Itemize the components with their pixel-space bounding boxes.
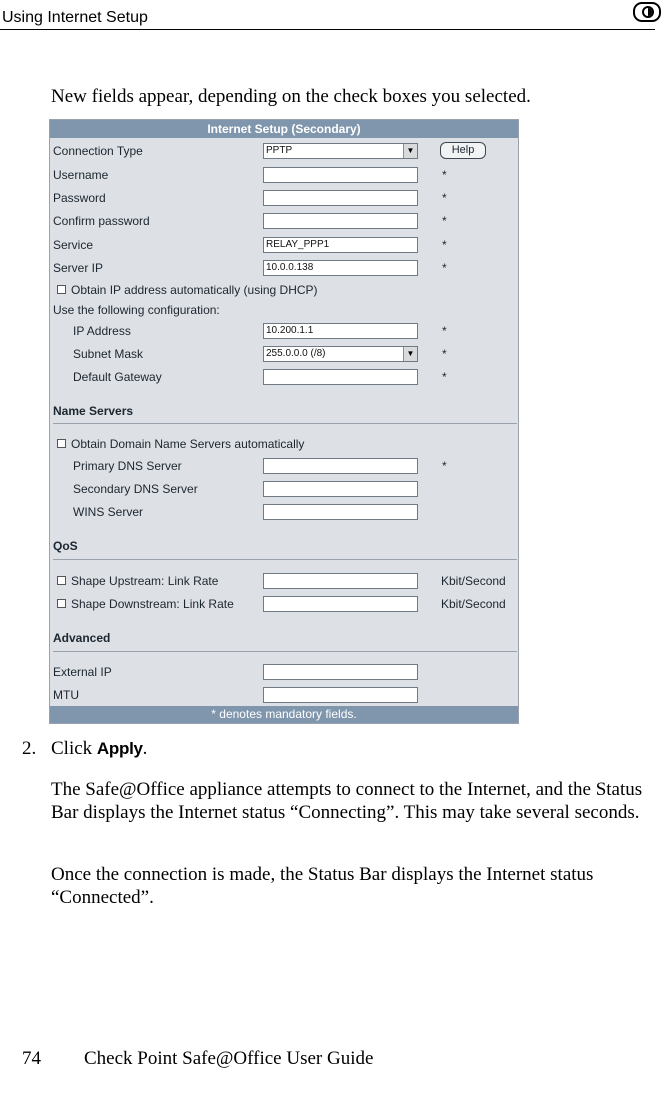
row-server-ip bbox=[50, 259, 518, 277]
section-divider bbox=[53, 651, 517, 652]
wins-label: WINS Server bbox=[73, 505, 144, 519]
help-button[interactable]: Help bbox=[440, 142, 486, 159]
intro-paragraph: New fields appear, depending on the check boxes you selected. bbox=[51, 86, 531, 107]
mandatory-marker: * bbox=[442, 191, 447, 205]
mandatory-marker: * bbox=[442, 168, 447, 182]
mandatory-marker: * bbox=[442, 261, 447, 275]
upstream-unit: Kbit/Second bbox=[441, 574, 506, 588]
mandatory-marker: * bbox=[442, 347, 447, 361]
upstream-label: Shape Upstream: Link Rate bbox=[71, 574, 219, 588]
mandatory-marker: * bbox=[442, 370, 447, 384]
default-gateway-input[interactable] bbox=[263, 369, 418, 385]
mandatory-marker: * bbox=[442, 459, 447, 473]
service-input[interactable]: RELAY_PPP1 bbox=[263, 237, 418, 253]
chevron-down-icon: ▼ bbox=[403, 144, 417, 158]
external-ip-input[interactable] bbox=[263, 664, 418, 680]
row-subnet-mask bbox=[50, 345, 518, 363]
password-input[interactable] bbox=[263, 190, 418, 206]
row-wins bbox=[50, 503, 518, 521]
section-divider bbox=[53, 559, 517, 560]
advanced-heading: Advanced bbox=[53, 631, 111, 645]
step-number: 2. bbox=[22, 738, 37, 759]
confirm-password-label: Confirm password bbox=[53, 214, 150, 228]
panel-title: Internet Setup (Secondary) bbox=[50, 120, 518, 138]
name-servers-heading: Name Servers bbox=[53, 404, 134, 418]
downstream-input[interactable] bbox=[263, 596, 418, 612]
apply-keyword: Apply bbox=[96, 739, 143, 758]
row-dns-auto bbox=[50, 435, 518, 453]
row-primary-dns bbox=[50, 457, 518, 475]
dhcp-label: Obtain IP address automatically (using DHCP) bbox=[71, 283, 318, 297]
secondary-dns-label: Secondary DNS Server bbox=[73, 482, 198, 496]
row-confirm-password bbox=[50, 212, 518, 230]
running-header: Using Internet Setup bbox=[2, 9, 148, 26]
mandatory-marker: * bbox=[442, 324, 447, 338]
server-ip-label: Server IP bbox=[53, 261, 104, 275]
mtu-label: MTU bbox=[53, 688, 79, 702]
username-input[interactable] bbox=[263, 167, 418, 183]
mandatory-marker: * bbox=[442, 214, 447, 228]
ip-address-input[interactable]: 10.200.1.1 bbox=[263, 323, 418, 339]
mtu-input[interactable] bbox=[263, 687, 418, 703]
downstream-checkbox[interactable] bbox=[57, 599, 66, 608]
mandatory-note: * denotes mandatory fields. bbox=[50, 706, 518, 723]
page-number: 74 bbox=[22, 1048, 41, 1069]
header-rule bbox=[0, 29, 655, 30]
chevron-down-icon: ▼ bbox=[403, 347, 417, 361]
mandatory-marker: * bbox=[442, 238, 447, 252]
row-downstream bbox=[50, 595, 518, 613]
row-secondary-dns bbox=[50, 480, 518, 498]
row-upstream bbox=[50, 572, 518, 590]
internet-setup-screenshot bbox=[49, 119, 519, 724]
upstream-input[interactable] bbox=[263, 573, 418, 589]
row-static-heading bbox=[50, 301, 518, 319]
dns-auto-checkbox[interactable] bbox=[57, 439, 66, 448]
row-dhcp bbox=[50, 281, 518, 299]
external-ip-label: External IP bbox=[53, 665, 112, 679]
guide-title: Check Point Safe@Office User Guide bbox=[84, 1048, 374, 1069]
static-config-heading: Use the following configuration: bbox=[53, 303, 220, 317]
wins-input[interactable] bbox=[263, 504, 418, 520]
downstream-unit: Kbit/Second bbox=[441, 597, 506, 611]
row-password bbox=[50, 189, 518, 207]
qos-heading: QoS bbox=[53, 539, 78, 553]
ip-address-label: IP Address bbox=[73, 324, 131, 338]
row-service bbox=[50, 236, 518, 254]
disc-icon bbox=[633, 2, 661, 22]
server-ip-input[interactable]: 10.0.0.138 bbox=[263, 260, 418, 276]
confirm-password-input[interactable] bbox=[263, 213, 418, 229]
password-label: Password bbox=[53, 191, 106, 205]
username-label: Username bbox=[53, 168, 109, 182]
step-2 bbox=[22, 738, 147, 760]
downstream-label: Shape Downstream: Link Rate bbox=[71, 597, 234, 611]
secondary-dns-input[interactable] bbox=[263, 481, 418, 497]
row-mtu bbox=[50, 686, 518, 704]
connected-paragraph: Once the connection is made, the Status Bar displays the Internet status “Connected”. bbox=[51, 864, 594, 908]
upstream-checkbox[interactable] bbox=[57, 576, 66, 585]
connection-type-select[interactable]: PPTP ▼ bbox=[263, 143, 418, 159]
connection-type-label: Connection Type bbox=[53, 144, 143, 158]
primary-dns-input[interactable] bbox=[263, 458, 418, 474]
step-suffix: . bbox=[142, 738, 148, 759]
step-prefix: Click bbox=[51, 738, 97, 759]
default-gateway-label: Default Gateway bbox=[73, 370, 162, 384]
subnet-mask-select[interactable]: 255.0.0.0 (/8) ▼ bbox=[263, 346, 418, 362]
page-footer bbox=[22, 1048, 373, 1070]
row-connection-type bbox=[50, 142, 518, 160]
row-ip-address bbox=[50, 322, 518, 340]
service-label: Service bbox=[53, 238, 94, 252]
subnet-mask-label: Subnet Mask bbox=[73, 347, 144, 361]
dns-auto-label: Obtain Domain Name Servers automatically bbox=[71, 437, 305, 451]
row-external-ip bbox=[50, 663, 518, 681]
primary-dns-label: Primary DNS Server bbox=[73, 459, 182, 473]
dhcp-checkbox[interactable] bbox=[57, 285, 66, 294]
row-default-gateway bbox=[50, 368, 518, 386]
section-divider bbox=[53, 423, 517, 424]
row-username bbox=[50, 166, 518, 184]
connecting-paragraph: The Safe@Office appliance attempts to connect to the Internet, and the Status Bar displays the Internet status “Connecting”. This may take several seconds. bbox=[51, 779, 643, 823]
